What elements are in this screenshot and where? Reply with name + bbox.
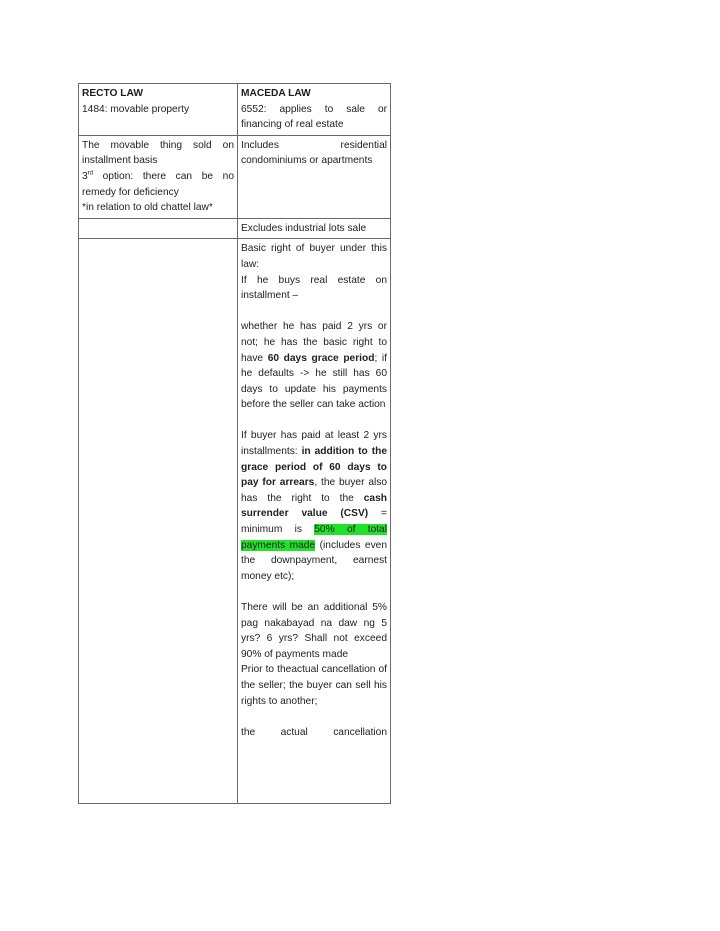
rights-row — [79, 239, 391, 804]
actual-cancellation-text: the actual cancellation — [241, 726, 387, 738]
maceda-includes-cell — [238, 135, 391, 218]
basic-right-intro: Basic right of buyer under this law: — [241, 243, 387, 270]
comparison-table — [78, 83, 391, 804]
maceda-includes-text: Includes residential condominiums or apartments — [241, 139, 387, 167]
recto-header-cell — [79, 84, 238, 136]
maceda-rights-cell — [238, 239, 391, 804]
coverage-row — [79, 135, 391, 218]
recto-movable-thing: The movable thing sold on installment basis — [82, 139, 234, 167]
installment-intro: If he buys real estate on installment – — [241, 274, 387, 302]
csv-paragraph: If buyer has paid at least 2 yrs installments: in addition to the grace period of 60 days to pay for arrears, the buyer also has the right to the cash surrender value (CSV) = minimum is 50% of total payments made (includes even the downpayment, earnest money etc); — [241, 430, 388, 582]
grace-period-paragraph: whether he has paid 2 yrs or not; he has the basic right to have 60 days grace period; if he defaults -> he still has 60 days to update his payments before the seller can take action — [241, 321, 387, 411]
header-row — [79, 84, 391, 136]
sell-rights-paragraph: Prior to theactual cancellation of the seller; the buyer can sell his rights to another; — [241, 664, 387, 707]
maceda-law-subtitle: 6552: applies to sale or financing of real estate — [241, 103, 387, 131]
excludes-row — [79, 218, 391, 239]
recto-third-option: 3rd option: there can be no remedy for deficiency — [82, 170, 234, 198]
maceda-excludes-cell — [238, 218, 391, 239]
recto-note: *in relation to old chattel law* — [82, 202, 213, 214]
recto-coverage-cell — [79, 135, 238, 218]
additional-percent-paragraph: There will be an additional 5% pag nakabayad na daw ng 5 yrs? 6 yrs? Shall not exceed 90% of payments made — [241, 602, 387, 660]
maceda-excludes-text: Excludes industrial lots sale — [241, 222, 367, 234]
recto-law-title: RECTO LAW — [82, 88, 143, 99]
recto-law-subtitle: 1484: movable property — [82, 103, 190, 115]
maceda-header-cell — [238, 84, 391, 136]
recto-empty-cell-2 — [79, 239, 238, 804]
maceda-law-title: MACEDA LAW — [241, 88, 311, 99]
recto-empty-cell — [79, 218, 238, 239]
highlighted-text: 50% of total payments made — [241, 524, 387, 551]
